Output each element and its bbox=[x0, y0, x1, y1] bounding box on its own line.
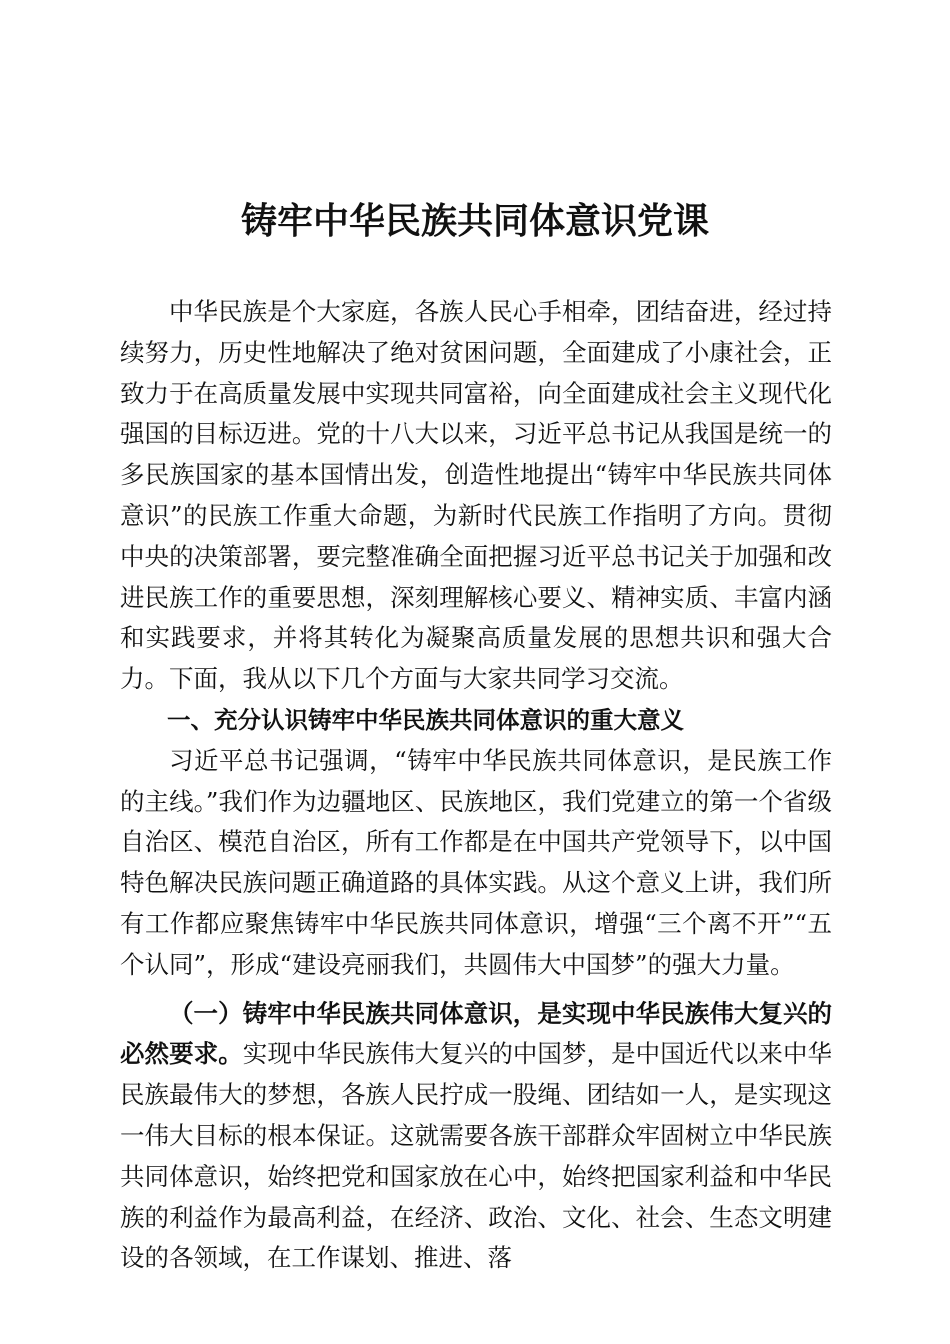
section-paragraph: 习近平总书记强调，“铸牢中华民族共同体意识，是民族工作的主线。”我们作为边疆地区、民族地区，我们党建立的第一个省级自治区、模范自治区，所有工作都是在中国共产党领导下，以中国特色解决民族问题正确道路的具体实践。从这个意义上讲，我们所有工作都应聚焦铸牢中华民族共同体意识，增强“三个离不开”“五个认同”，形成“建设亮丽我们，共圆伟大中国梦”的强大力量。 bbox=[120, 745, 832, 979]
document-title: 铸牢中华民族共同体意识党课 bbox=[240, 200, 709, 242]
subsection-paragraph bbox=[120, 994, 832, 1280]
intro-paragraph: 中华民族是个大家庭，各族人民心手相牵，团结奋进，经过持续努力，历史性地解决了绝对贫困问题，全面建成了小康社会，正致力于在高质量发展中实现共同富裕，向全面建成社会主义现代化强国的目标迈进。党的十八大以来，习近平总书记从我国是统一的多民族国家的基本国情出发，创造性地提出“铸牢中华民族共同体意识”的民族工作重大命题，为新时代民族工作指明了方向。贯彻中央的决策部署，要完整准确全面把握习近平总书记关于加强和改进民族工作的重要思想，深刻理解核心要义、精神实质、丰富内涵和实践要求，并将其转化为凝聚高质量发展的思想共识和强大合力。下面，我从以下几个方面与大家共同学习交流。 bbox=[120, 297, 832, 694]
subsection-text: 实现中华民族伟大复兴的中国梦，是中国近代以来中华民族最伟大的梦想，各族人民拧成一股绳、团结如一人，是实现这一伟大目标的根本保证。这就需要各族干部群众牢固树立中华民族共同体意识，始终把党和国家放在心中，始终把国家利益和中华民族的利益作为最高利益，在经济、政治、文化、社会、生态文明建设的各领域，在工作谋划、推进、落 bbox=[120, 1039, 833, 1273]
subsection-lead: （一）铸牢中华民族共同体意识，是实现中华民族伟大复兴的必然要求。 bbox=[120, 998, 832, 1069]
document-body bbox=[120, 292, 832, 1279]
section-heading: 一、充分认识铸牢中华民族共同体意识的重大意义 bbox=[167, 705, 684, 734]
